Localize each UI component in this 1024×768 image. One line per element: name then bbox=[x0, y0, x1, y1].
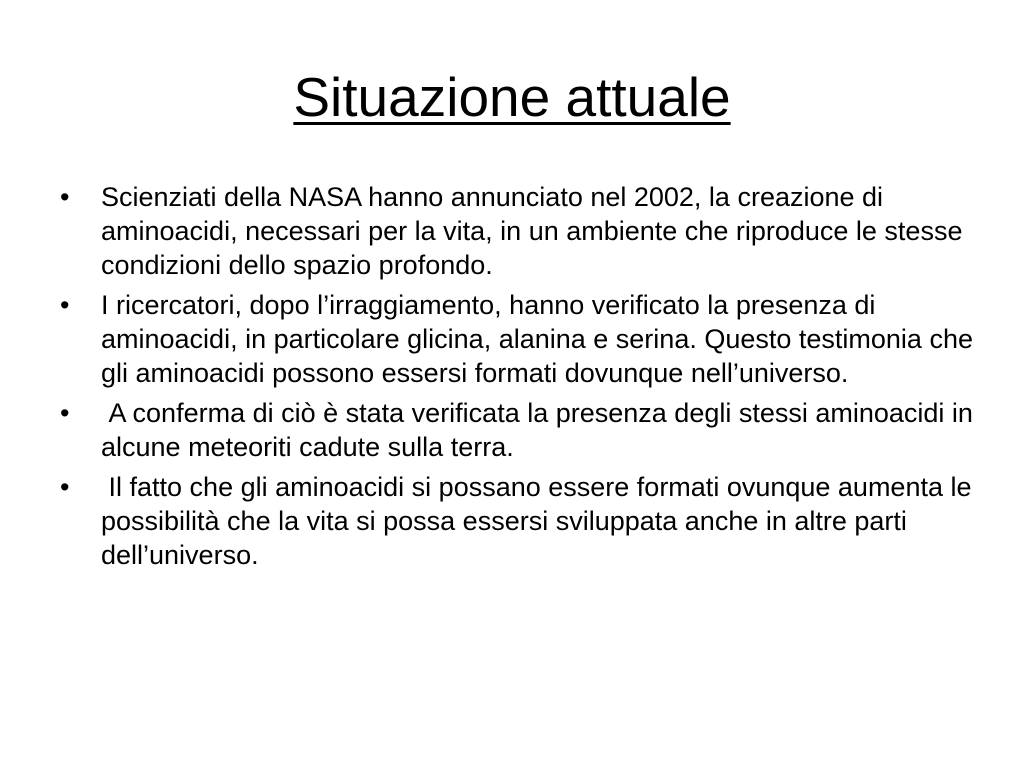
bullet-text: A conferma di ciò è stata verificata la presenza degli stessi aminoacidi in alcune meteoriti cadute sulla terra. bbox=[101, 398, 981, 462]
bullet-text: Scienziati della NASA hanno annunciato nel 2002, la creazione di aminoacidi, necessari per la vita, in un ambiente che riproduce le stesse condizioni dello spazio profondo. bbox=[101, 182, 970, 280]
bullet-item bbox=[60, 470, 980, 572]
bullet-icon: • bbox=[60, 290, 70, 320]
bullet-item bbox=[60, 180, 980, 282]
bullet-text: Il fatto che gli aminoacidi si possano essere formati ovunque aumenta le possibilità che la vita si possa essersi sviluppata anche in altre parti dell’universo. bbox=[101, 472, 980, 570]
bullet-list bbox=[60, 180, 980, 578]
bullet-item bbox=[60, 396, 980, 464]
bullet-icon: • bbox=[60, 398, 70, 428]
bullet-item bbox=[60, 288, 980, 390]
slide-title: Situazione attuale bbox=[293, 66, 731, 128]
bullet-icon: • bbox=[60, 472, 70, 502]
bullet-text: I ricercatori, dopo l’irraggiamento, hanno verificato la presenza di aminoacidi, in particolare glicina, alanina e serina. Questo testimonia che gli aminoacidi possono essersi formati dovunque nell’universo. bbox=[101, 290, 981, 388]
bullet-icon: • bbox=[60, 182, 70, 212]
